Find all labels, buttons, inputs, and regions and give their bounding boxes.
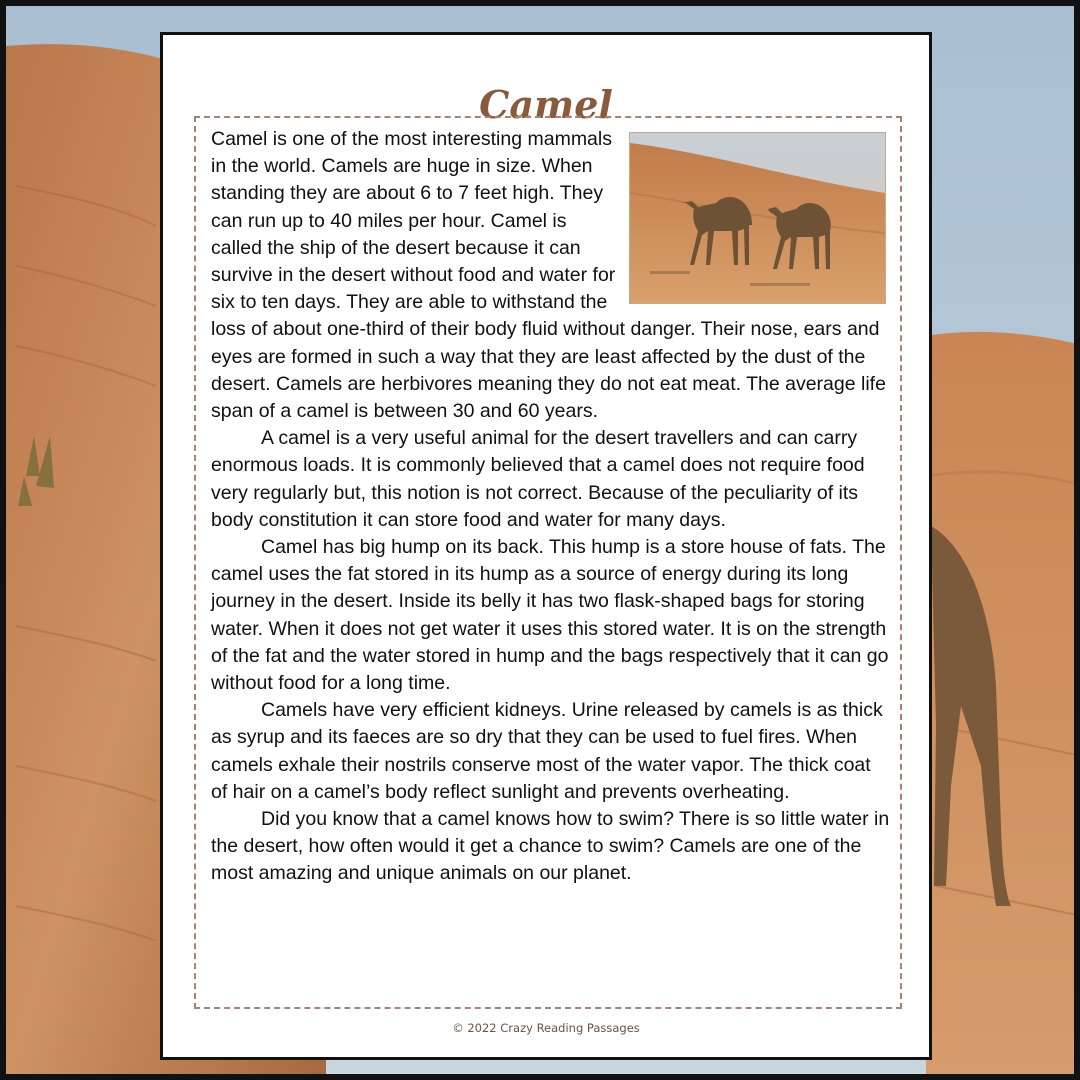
passage-text bbox=[211, 126, 891, 888]
reading-passage-page bbox=[160, 32, 932, 1060]
paragraph-1: Camel is one of the most interesting mammals in the world. Camels are huge in size. When standing they are about 6 to 7 feet high. They can run up to 40 miles per hour. Camel is called the ship of the desert because it can survive in the desert without food and water for six to ten days. They are able to withstand the loss of about one-third of their body fluid without danger. Their nose, ears and eyes are formed in such a way that they are least affected by the dust of the desert. Camels are herbivores meaning they do not eat meat. The average life span of a camel is between 30 and 60 years. bbox=[211, 128, 886, 423]
page-title: Camel bbox=[479, 82, 613, 127]
paragraph-5: Did you know that a camel knows how to swim? There is so little water in the desert, how often would it get a chance to swim? Camels are one of the most amazing and unique animals on our planet. bbox=[211, 808, 890, 885]
paragraph-2: A camel is a very useful animal for the desert travellers and can carry enormous loads. It is commonly believed that a camel does not require food very regularly but, this notion is not correct. Because of the peculiarity of its body constitution it can store food and water for many days. bbox=[211, 427, 865, 531]
paragraph-4: Camels have very efficient kidneys. Urine released by camels is as thick as syrup and its faeces are so dry that they can be used to fuel fires. When camels exhale their nostrils conserve most of the water vapor. The thick coat of hair on a camel’s body reflect sunlight and prevents overheating. bbox=[211, 699, 883, 803]
copyright-footer: © 2022 Crazy Reading Passages bbox=[452, 1021, 640, 1035]
paragraph-3: Camel has big hump on its back. This hump is a store house of fats. The camel uses the fat stored in its hump as a source of energy during its long journey in the desert. Inside its belly it has two flask-shaped bags for storing water. When it does not get water it uses this stored water. It is on the strength of the fat and the water stored in hump and the bags respectively that it can go without food for a long time. bbox=[211, 536, 889, 695]
